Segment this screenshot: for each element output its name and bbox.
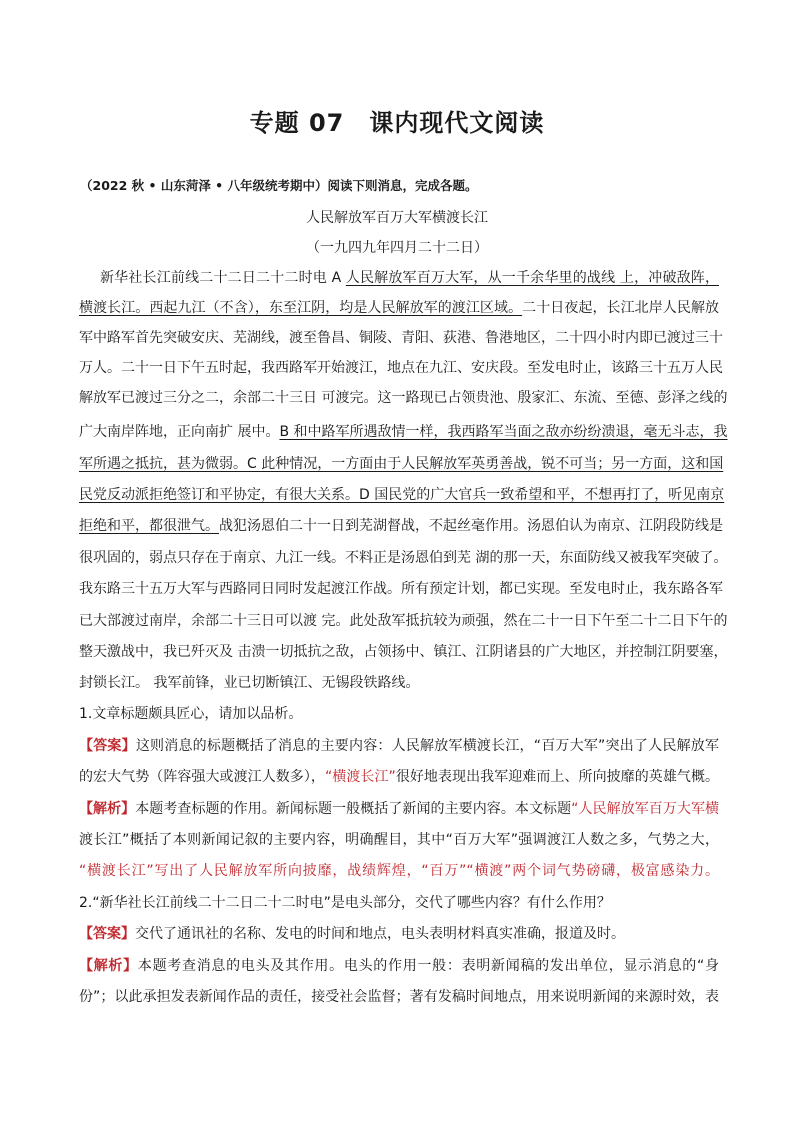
news-headline: 人民解放军百万大军横渡长江 <box>306 210 488 226</box>
article-line: 整天激战中，我已歼灭及 击溃一切抵抗之敌，占领扬中、镇江、江阴诸县的广大地区，并控制江阴要塞， <box>79 644 728 660</box>
page-title: 专题 07 课内现代文阅读 <box>249 109 545 137</box>
question-2-answer: 【答案】交代了通讯社的名称、发电的时间和地点，电头表明材料真实准确，报道及时。 <box>79 926 625 942</box>
question-1-answer: 【答案】这则消息的标题概括了消息的主要内容：人民解放军横渡长江，“百万大军”突出了人民解放军 <box>79 738 719 754</box>
news-date: （一九四九年四月二十二日） <box>306 240 488 256</box>
article-line: 军中路军首先突破安庆、芜湖线，渡至鲁昌、铜陵、青阳、荻港、鲁港地区，二十四小时内即已渡过三十 <box>79 330 723 346</box>
question-1-prompt: 1.文章标题颇具匠心，请加以品析。 <box>79 706 303 722</box>
question-1-analysis-cont: 渡长江”概括了本则新闻记叙的主要内容，明确醒目，其中“百万大军”强调渡江人数之多，气势之大， <box>79 832 719 848</box>
article-line: 封锁长江。 我军前锋，业已切断镇江、无锡段铁路线。 <box>79 675 420 691</box>
article-line: 民党反动派拒绝签订和平协定，有很大关系。D 国民党的广大官兵一致希望和平，不想再打了，听见南京 <box>79 487 725 503</box>
question-1-analysis-cont: “横渡长江”写出了人民解放军所向披靡，战绩辉煌，“百万”“横渡”两个词气势磅礴，极富感染力。 <box>79 863 719 879</box>
question-2-analysis: 【解析】本题考查消息的电头及其作用。电头的作用一般：表明新闻稿的发出单位，显示消息的“身 <box>79 958 719 974</box>
article-line: 很巩固的，弱点只存在于南京、九江一线。不料正是汤恩伯到芜 湖的那一天，东面防线又被我军突破了。 <box>79 550 728 566</box>
article-line: 新华社长江前线二十二日二十二时电 A 人民解放军百万大军，从一千余华里的战线 上，冲破敌阵， <box>100 270 719 286</box>
question-2-prompt: 2.“新华社长江前线二十二日二十二时电”是电头部分，交代了哪些内容？有什么作用？ <box>79 895 611 911</box>
article-line: 解放军已渡过三分之二，余部二十三日 可渡完。这一路现已占领贵池、殷家汇、东流、至德、彭泽之线的 <box>79 390 728 406</box>
article-line: 我东路三十五万大军与西路同日同时发起渡江作战。所有预定计划，都已实现。至发电时止，我东路各军 <box>79 581 723 597</box>
article-line: 拒绝和平，都很泄气。战犯汤恩伯二十一日到芜湖督战，不起丝毫作用。汤恩伯认为南京、江阴段防线是 <box>79 518 723 534</box>
question-2-analysis-cont: 份”；以此承担发表新闻作品的责任，接受社会监督；著有发稿时间地点，用来说明新闻的来源时效，表 <box>79 989 719 1005</box>
question-source: （2022 秋 • 山东菏泽 • 八年级统考期中）阅读下则消息，完成各题。 <box>80 178 478 193</box>
article-line: 万人。二十一日下午五时起，我西路军开始渡江，地点在九江、安庆段。至发电时止，该路三十五万人民 <box>79 360 723 376</box>
article-line: 已大部渡过南岸，余部二十三日可以渡 完。此处敌军抵抗较为顽强，然在二十一日下午至二十二日下午的 <box>79 613 728 629</box>
question-1-analysis: 【解析】本题考查标题的作用。新闻标题一般概括了新闻的主要内容。本文标题“人民解放军百万大军横 <box>79 801 720 817</box>
article-line: 广大南岸阵地，正向南扩 展中。B 和中路军所遇敌情一样，我西路军当面之敌亦纷纷溃退，毫无斗志，我 <box>79 424 728 440</box>
question-1-answer-cont: 的宏大气势（阵容强大或渡江人数多），“横渡长江”很好地表现出我军迎难而上、所向披靡的英雄气概。 <box>79 769 720 785</box>
article-line: 横渡长江。西起九江（不含），东至江阴，均是人民解放军的渡江区域。二十日夜起，长江北岸人民解放 <box>79 300 720 316</box>
article-line: 军所遇之抵抗，甚为微弱。C 此种情况，一方面由于人民解放军英勇善战，锐不可当；另一方面，这和国 <box>79 456 724 472</box>
